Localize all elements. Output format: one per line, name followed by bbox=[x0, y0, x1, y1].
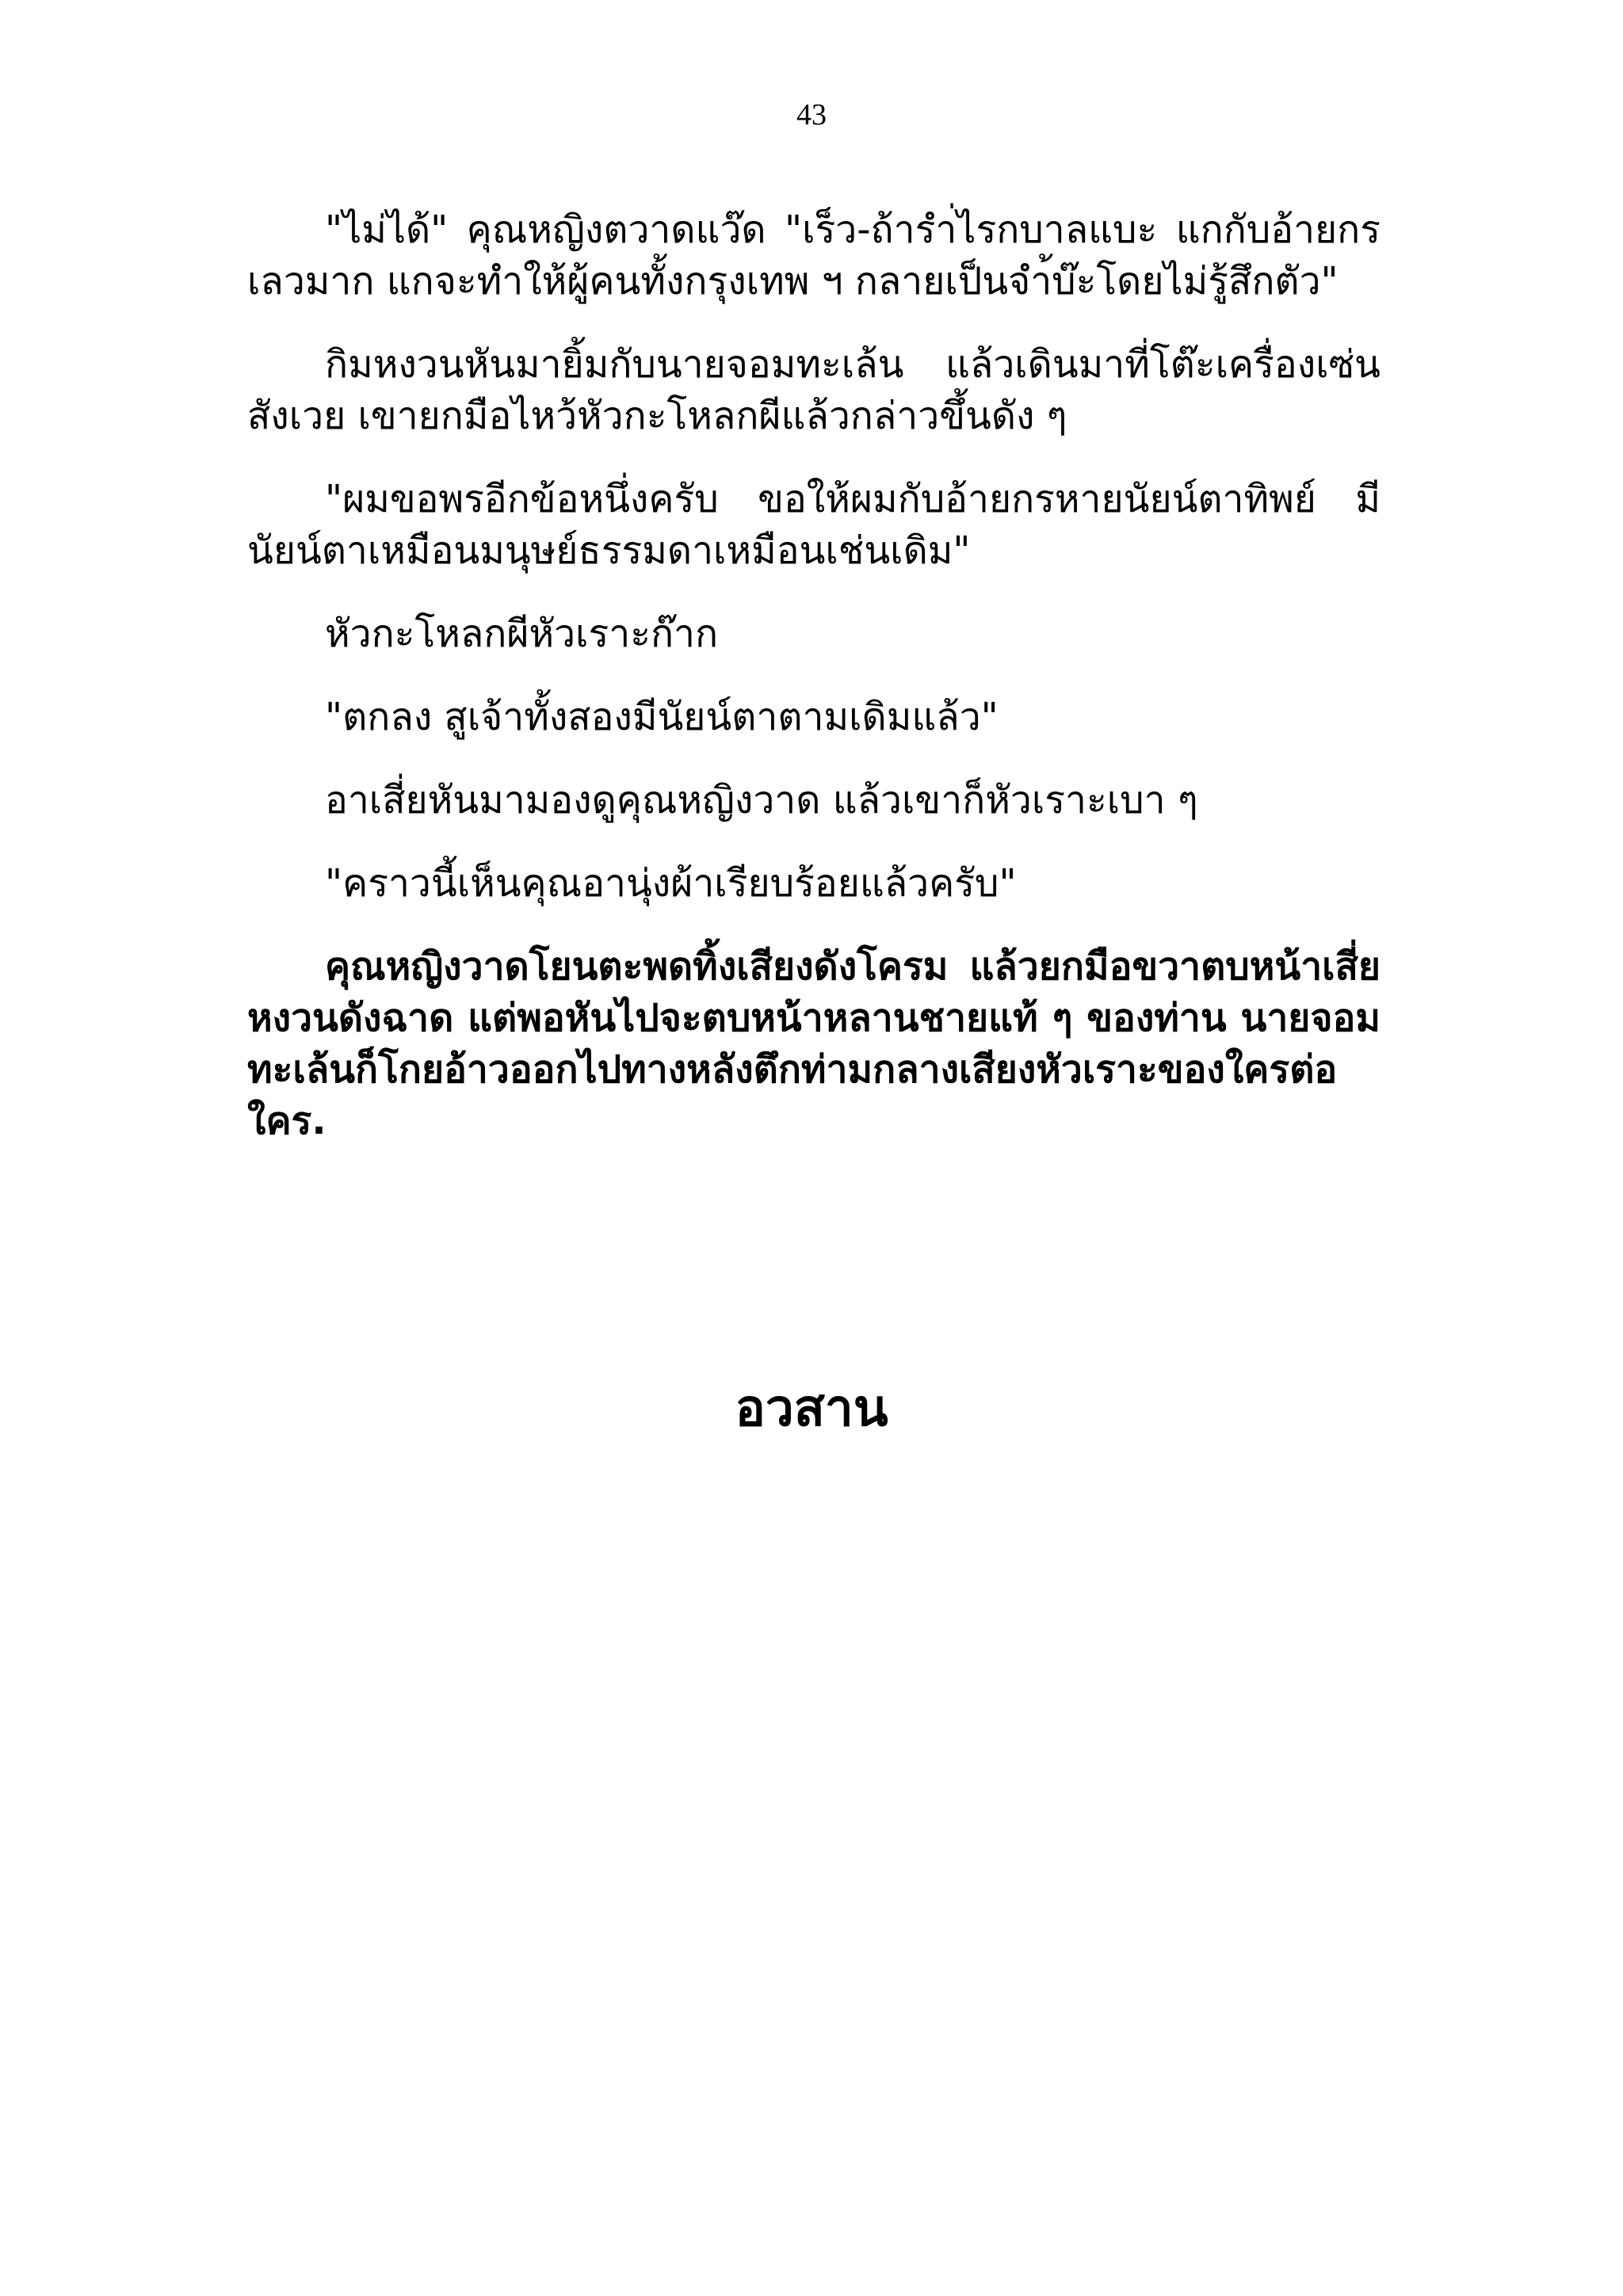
paragraph-dialogue-wish: "ผมขอพรอีกข้อหนึ่งครับ ขอให้ผมกับอ้ายกรหายนัยน์ตาทิพย์ มีนัยน์ตาเหมือนมนุษย์ธรรมดาเหมือนเช่นเดิม" bbox=[247, 477, 1381, 573]
paragraph-asia-looks: อาเสี่ยหันมามองดูคุณหญิงวาด แล้วเขาก็หัวเราะเบา ๆ bbox=[325, 778, 1198, 822]
page-number: 43 bbox=[796, 98, 827, 132]
paragraph-skull-laughs: หัวกะโหลกผีหัวเราะก๊าก bbox=[325, 612, 719, 656]
paragraph-final-scene: คุณหญิงวาดโยนตะพดทิ้งเสียงดังโครม แล้วยกมือขวาตบหน้าเสี่ยหงวนดังฉาด แต่พอหันไปจะตบหน้าหลานชายแท้ ๆ ของท่าน นายจอมทะเล้นก็โกยอ้าวออกไปทางหลังตึกท่ามกลางเสียงหัวเราะของใครต่อใคร. bbox=[247, 944, 1381, 1143]
paragraph-dialogue-dressed: "คราวนี้เห็นคุณอานุ่งผ้าเรียบร้อยแล้วครับ" bbox=[325, 861, 1017, 906]
story-text bbox=[247, 204, 1381, 1179]
paragraph-kimngoun-prays: กิมหงวนหันมายิ้มกับนายจอมทะเล้น แล้วเดินมาที่โต๊ะเครื่องเซ่นสังเวย เขายกมือไหว้หัวกะโหลกผีแล้วกล่าวขึ้นดัง ๆ bbox=[247, 342, 1381, 438]
paragraph-dialogue-agreed: "ตกลง สูเจ้าทั้งสองมีนัยน์ตาตามเดิมแล้ว" bbox=[325, 695, 999, 739]
paragraph-dialogue-refusal: "ไม่ได้" คุณหญิงตวาดแว๊ด "เร็ว-ถ้ารำ่ไรกบาลแบะ แกกับอ้ายกรเลวมาก แกจะทำให้ผู้คนทั้งกรุงเทพ ฯ กลายเป็นจำ้บ๊ะโดยไม่รู้สึกตัว" bbox=[247, 208, 1381, 303]
ending-heading: อวสาน bbox=[735, 1379, 888, 1438]
